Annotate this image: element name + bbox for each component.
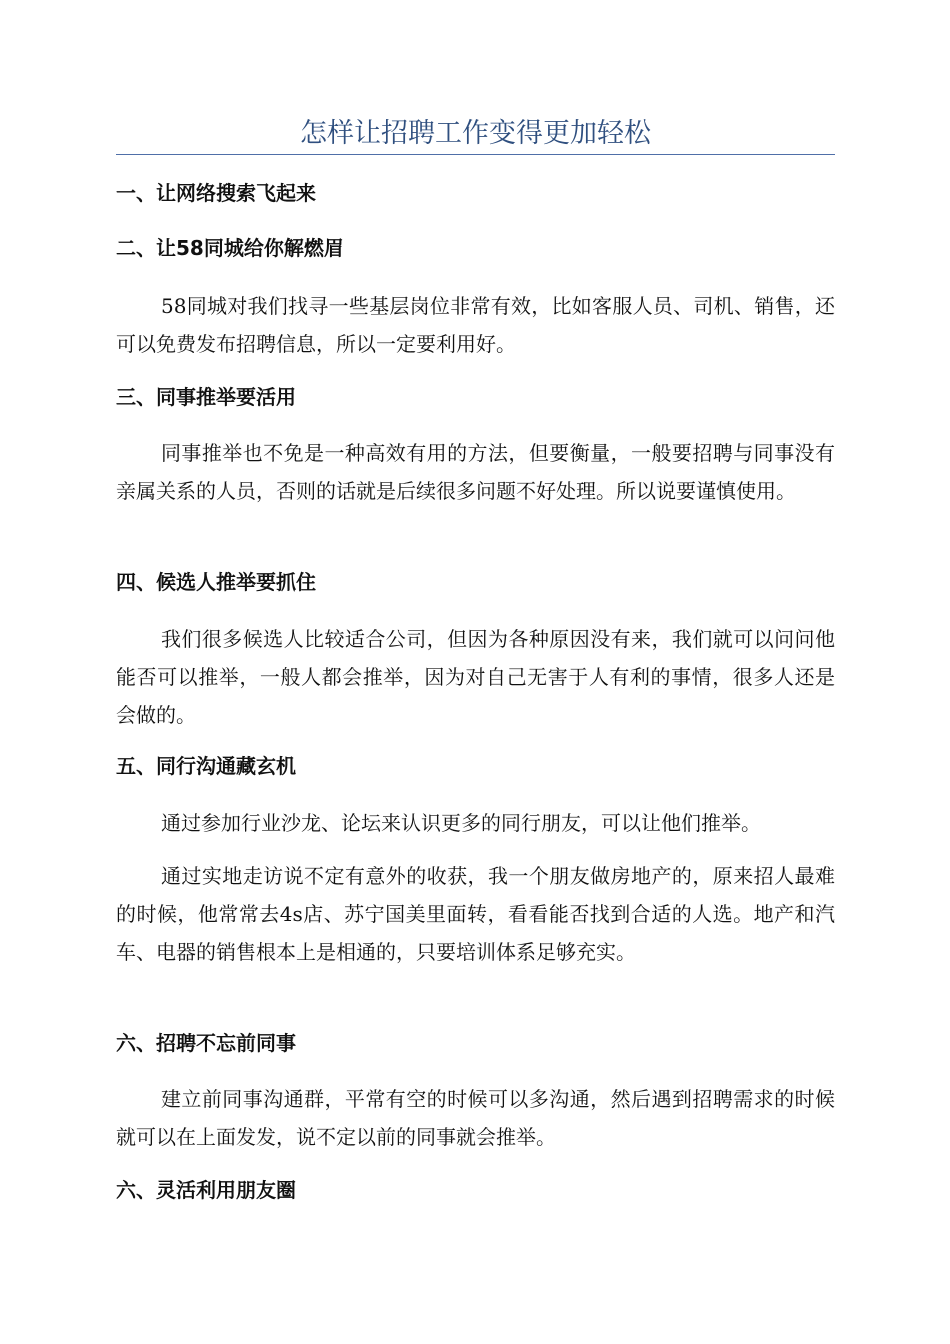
section-heading-5: 五、同行沟通藏玄机 xyxy=(116,754,296,778)
section-2-paragraph-1: 58同城对我们找寻一些基层岗位非常有效，比如客服人员、司机、销售，还可以免费发布招聘信息，所以一定要利用好。 xyxy=(116,294,835,356)
section-4-paragraph-1: 我们很多候选人比较适合公司，但因为各种原因没有来，我们就可以问问他能否可以推举，一般人都会推举，因为对自己无害于人有利的事情，很多人还是会做的。 xyxy=(116,627,835,727)
section-5-paragraph-2: 通过实地走访说不定有意外的收获，我一个朋友做房地产的，原来招人最难的时候，他常常去4s店、苏宁国美里面转，看看能否找到合适的人选。地产和汽车、电器的销售根本上是相通的，只要培训体系足够充实。 xyxy=(116,864,835,964)
section-heading-3: 三、同事推举要活用 xyxy=(116,385,296,409)
section-heading-2: 二、让58同城给你解燃眉 xyxy=(116,236,344,260)
title-underline xyxy=(116,154,835,155)
section-6-paragraph-1: 建立前同事沟通群，平常有空的时候可以多沟通，然后遇到招聘需求的时候就可以在上面发发，说不定以前的同事就会推举。 xyxy=(116,1087,835,1149)
document-title: 怎样让招聘工作变得更加轻松 xyxy=(300,118,651,149)
section-heading-7: 六、灵活利用朋友圈 xyxy=(116,1178,296,1202)
section-heading-6: 六、招聘不忘前同事 xyxy=(116,1031,296,1055)
section-heading-1: 一、让网络搜索飞起来 xyxy=(116,181,316,205)
section-3-paragraph-1: 同事推举也不免是一种高效有用的方法，但要衡量，一般要招聘与同事没有亲属关系的人员，否则的话就是后续很多问题不好处理。所以说要谨慎使用。 xyxy=(116,441,835,503)
section-heading-4: 四、候选人推举要抓住 xyxy=(116,570,316,594)
section-5-paragraph-1: 通过参加行业沙龙、论坛来认识更多的同行朋友，可以让他们推举。 xyxy=(161,811,761,835)
